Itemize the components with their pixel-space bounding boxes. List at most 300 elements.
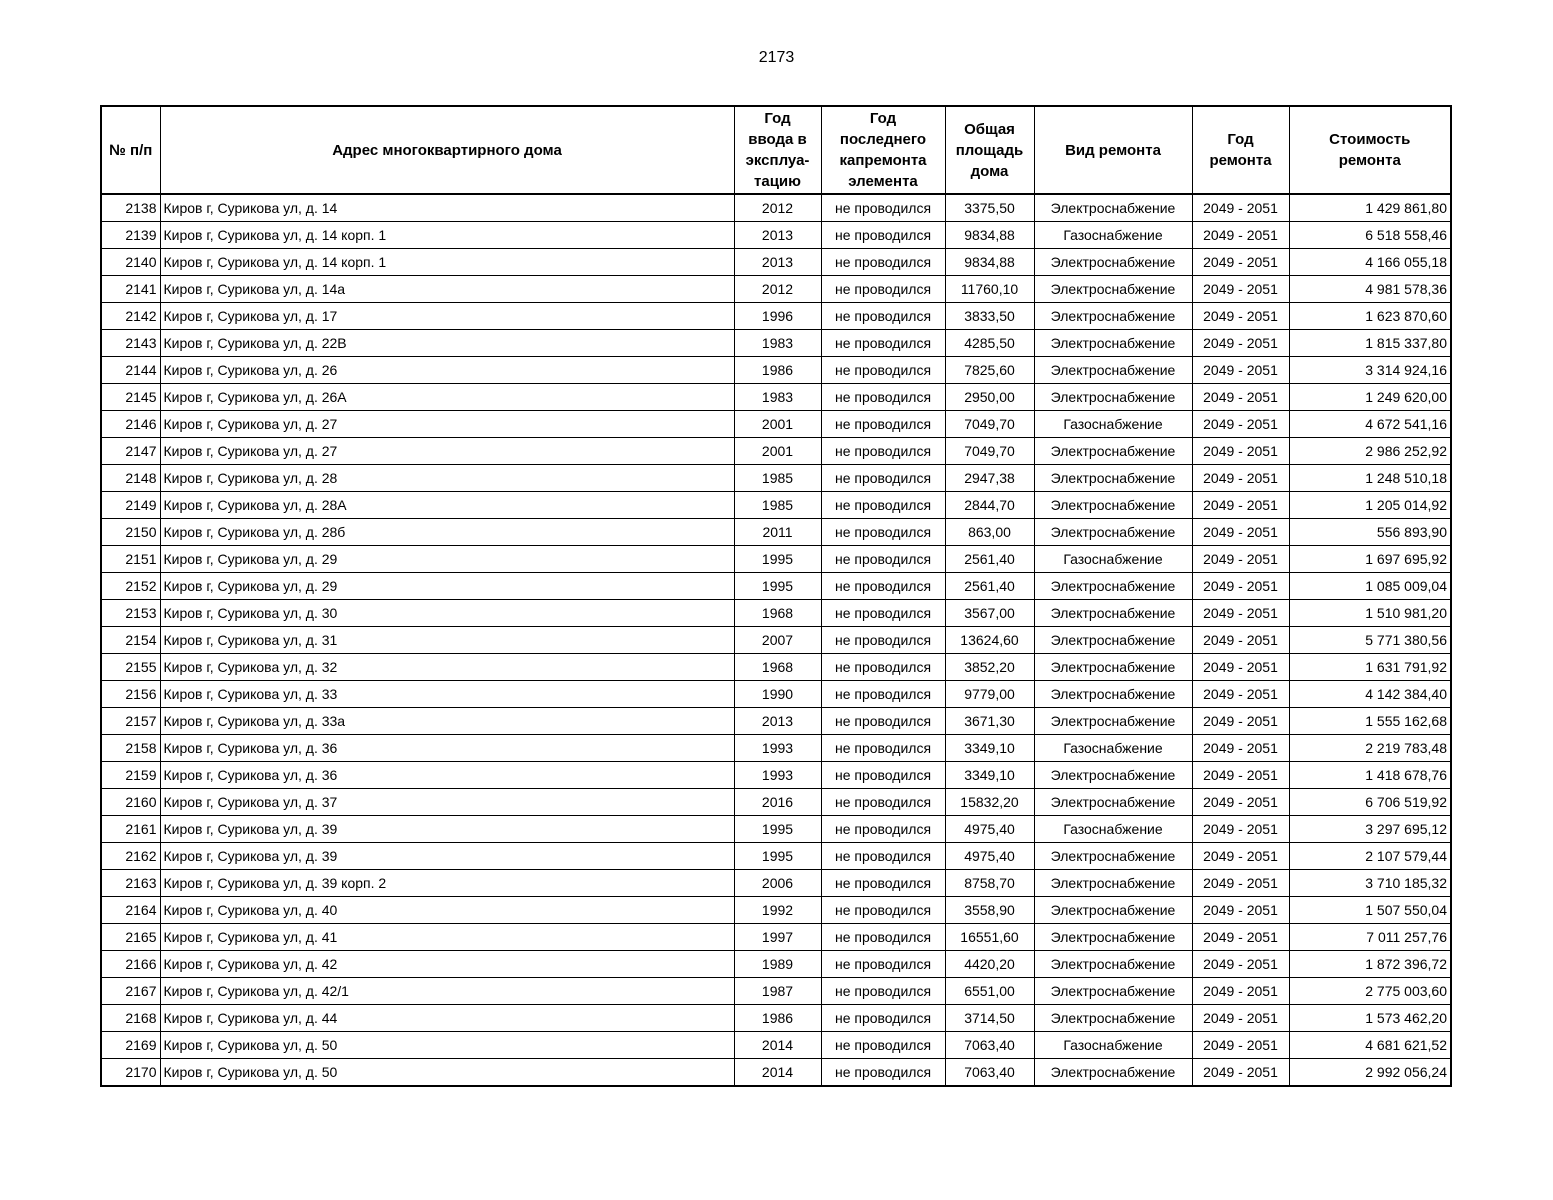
cost-cell: 2 219 783,48 [1289, 735, 1451, 762]
area-cell: 9834,88 [945, 249, 1034, 276]
table-row [101, 303, 1451, 330]
table-row [101, 897, 1451, 924]
repair-type-cell: Электроснабжение [1034, 438, 1192, 465]
last-repair-cell: не проводился [821, 762, 945, 789]
last-repair-cell: не проводился [821, 708, 945, 735]
last-repair-cell: не проводился [821, 897, 945, 924]
cost-cell: 3 297 695,12 [1289, 816, 1451, 843]
repair-type-cell: Электроснабжение [1034, 519, 1192, 546]
year-commission-cell: 2013 [734, 222, 821, 249]
year-commission-cell: 1987 [734, 978, 821, 1005]
row-number: 2168 [101, 1005, 160, 1032]
repair-year-cell: 2049 - 2051 [1192, 222, 1289, 249]
table-row [101, 194, 1451, 222]
row-number: 2142 [101, 303, 160, 330]
repair-year-cell: 2049 - 2051 [1192, 951, 1289, 978]
table-row [101, 1005, 1451, 1032]
header-last-repair: Год последнего капремонта элемента [821, 106, 945, 194]
row-number: 2154 [101, 627, 160, 654]
cost-cell: 4 672 541,16 [1289, 411, 1451, 438]
repair-year-cell: 2049 - 2051 [1192, 843, 1289, 870]
area-cell: 4975,40 [945, 843, 1034, 870]
repair-year-cell: 2049 - 2051 [1192, 1032, 1289, 1059]
table-row [101, 870, 1451, 897]
repair-year-cell: 2049 - 2051 [1192, 573, 1289, 600]
repair-type-cell: Электроснабжение [1034, 249, 1192, 276]
area-cell: 3833,50 [945, 303, 1034, 330]
header-num: № п/п [101, 106, 160, 194]
table-row [101, 951, 1451, 978]
table-row [101, 924, 1451, 951]
address-cell: Киров г, Сурикова ул, д. 27 [160, 411, 734, 438]
header-year-commission: Год ввода в эксплуа- тацию [734, 106, 821, 194]
area-cell: 2947,38 [945, 465, 1034, 492]
area-cell: 3349,10 [945, 735, 1034, 762]
repair-year-cell: 2049 - 2051 [1192, 276, 1289, 303]
row-number: 2169 [101, 1032, 160, 1059]
last-repair-cell: не проводился [821, 735, 945, 762]
area-cell: 4975,40 [945, 816, 1034, 843]
repair-type-cell: Газоснабжение [1034, 735, 1192, 762]
table-row [101, 465, 1451, 492]
row-number: 2166 [101, 951, 160, 978]
address-cell: Киров г, Сурикова ул, д. 28б [160, 519, 734, 546]
year-commission-cell: 2014 [734, 1032, 821, 1059]
cost-cell: 6 518 558,46 [1289, 222, 1451, 249]
row-number: 2149 [101, 492, 160, 519]
year-commission-cell: 1993 [734, 735, 821, 762]
address-cell: Киров г, Сурикова ул, д. 29 [160, 573, 734, 600]
repair-year-cell: 2049 - 2051 [1192, 411, 1289, 438]
address-cell: Киров г, Сурикова ул, д. 33 [160, 681, 734, 708]
row-number: 2164 [101, 897, 160, 924]
row-number: 2160 [101, 789, 160, 816]
row-number: 2170 [101, 1059, 160, 1087]
year-commission-cell: 1968 [734, 654, 821, 681]
repair-year-cell: 2049 - 2051 [1192, 708, 1289, 735]
repair-year-cell: 2049 - 2051 [1192, 762, 1289, 789]
row-number: 2153 [101, 600, 160, 627]
area-cell: 3671,30 [945, 708, 1034, 735]
cost-cell: 6 706 519,92 [1289, 789, 1451, 816]
repair-type-cell: Газоснабжение [1034, 411, 1192, 438]
address-cell: Киров г, Сурикова ул, д. 39 [160, 843, 734, 870]
area-cell: 3567,00 [945, 600, 1034, 627]
repair-type-cell: Электроснабжение [1034, 978, 1192, 1005]
row-number: 2163 [101, 870, 160, 897]
table-row [101, 627, 1451, 654]
year-commission-cell: 1986 [734, 1005, 821, 1032]
table-row [101, 600, 1451, 627]
area-cell: 3714,50 [945, 1005, 1034, 1032]
repair-type-cell: Электроснабжение [1034, 1059, 1192, 1087]
cost-cell: 1 418 678,76 [1289, 762, 1451, 789]
table-row [101, 843, 1451, 870]
year-commission-cell: 2001 [734, 438, 821, 465]
area-cell: 863,00 [945, 519, 1034, 546]
last-repair-cell: не проводился [821, 438, 945, 465]
table-row [101, 222, 1451, 249]
year-commission-cell: 2016 [734, 789, 821, 816]
table-row [101, 249, 1451, 276]
year-commission-cell: 1995 [734, 546, 821, 573]
row-number: 2146 [101, 411, 160, 438]
repair-year-cell: 2049 - 2051 [1192, 789, 1289, 816]
last-repair-cell: не проводился [821, 276, 945, 303]
last-repair-cell: не проводился [821, 600, 945, 627]
year-commission-cell: 2001 [734, 411, 821, 438]
repair-type-cell: Газоснабжение [1034, 546, 1192, 573]
table-row [101, 519, 1451, 546]
page-number: 2173 [758, 49, 795, 66]
row-number: 2157 [101, 708, 160, 735]
repair-year-cell: 2049 - 2051 [1192, 249, 1289, 276]
area-cell: 7063,40 [945, 1032, 1034, 1059]
cost-cell: 1 085 009,04 [1289, 573, 1451, 600]
cost-cell: 4 681 621,52 [1289, 1032, 1451, 1059]
year-commission-cell: 1986 [734, 357, 821, 384]
last-repair-cell: не проводился [821, 924, 945, 951]
cost-cell: 2 107 579,44 [1289, 843, 1451, 870]
row-number: 2167 [101, 978, 160, 1005]
address-cell: Киров г, Сурикова ул, д. 28А [160, 492, 734, 519]
cost-cell: 7 011 257,76 [1289, 924, 1451, 951]
address-cell: Киров г, Сурикова ул, д. 42 [160, 951, 734, 978]
year-commission-cell: 2007 [734, 627, 821, 654]
cost-cell: 1 510 981,20 [1289, 600, 1451, 627]
row-number: 2161 [101, 816, 160, 843]
address-cell: Киров г, Сурикова ул, д. 37 [160, 789, 734, 816]
cost-cell: 2 775 003,60 [1289, 978, 1451, 1005]
repair-type-cell: Электроснабжение [1034, 276, 1192, 303]
cost-cell: 1 573 462,20 [1289, 1005, 1451, 1032]
address-cell: Киров г, Сурикова ул, д. 39 [160, 816, 734, 843]
repair-type-cell: Электроснабжение [1034, 330, 1192, 357]
year-commission-cell: 1995 [734, 573, 821, 600]
row-number: 2144 [101, 357, 160, 384]
cost-cell: 1 697 695,92 [1289, 546, 1451, 573]
table-row [101, 276, 1451, 303]
row-number: 2143 [101, 330, 160, 357]
table-row [101, 681, 1451, 708]
row-number: 2145 [101, 384, 160, 411]
address-cell: Киров г, Сурикова ул, д. 42/1 [160, 978, 734, 1005]
header-area: Общая площадь дома [945, 106, 1034, 194]
cost-cell: 1 815 337,80 [1289, 330, 1451, 357]
year-commission-cell: 1985 [734, 492, 821, 519]
table-row [101, 762, 1451, 789]
area-cell: 13624,60 [945, 627, 1034, 654]
repair-year-cell: 2049 - 2051 [1192, 465, 1289, 492]
header-repair-type: Вид ремонта [1034, 106, 1192, 194]
repair-type-cell: Электроснабжение [1034, 627, 1192, 654]
repair-year-cell: 2049 - 2051 [1192, 816, 1289, 843]
last-repair-cell: не проводился [821, 546, 945, 573]
last-repair-cell: не проводился [821, 573, 945, 600]
repair-year-cell: 2049 - 2051 [1192, 924, 1289, 951]
area-cell: 4420,20 [945, 951, 1034, 978]
table-row [101, 708, 1451, 735]
last-repair-cell: не проводился [821, 222, 945, 249]
cost-cell: 3 710 185,32 [1289, 870, 1451, 897]
repair-table [100, 105, 1452, 1087]
repair-type-cell: Газоснабжение [1034, 816, 1192, 843]
address-cell: Киров г, Сурикова ул, д. 22В [160, 330, 734, 357]
cost-cell: 2 992 056,24 [1289, 1059, 1451, 1087]
table-row [101, 546, 1451, 573]
repair-year-cell: 2049 - 2051 [1192, 330, 1289, 357]
row-number: 2151 [101, 546, 160, 573]
address-cell: Киров г, Сурикова ул, д. 30 [160, 600, 734, 627]
table-body [101, 194, 1451, 1086]
repair-type-cell: Электроснабжение [1034, 789, 1192, 816]
cost-cell: 1 555 162,68 [1289, 708, 1451, 735]
address-cell: Киров г, Сурикова ул, д. 31 [160, 627, 734, 654]
repair-type-cell: Электроснабжение [1034, 870, 1192, 897]
last-repair-cell: не проводился [821, 978, 945, 1005]
cost-cell: 2 986 252,92 [1289, 438, 1451, 465]
table-row [101, 654, 1451, 681]
last-repair-cell: не проводился [821, 249, 945, 276]
year-commission-cell: 2013 [734, 249, 821, 276]
cost-cell: 4 166 055,18 [1289, 249, 1451, 276]
address-cell: Киров г, Сурикова ул, д. 29 [160, 546, 734, 573]
table-row [101, 1059, 1451, 1087]
row-number: 2139 [101, 222, 160, 249]
table-row [101, 789, 1451, 816]
year-commission-cell: 2006 [734, 870, 821, 897]
last-repair-cell: не проводился [821, 870, 945, 897]
last-repair-cell: не проводился [821, 654, 945, 681]
repair-year-cell: 2049 - 2051 [1192, 654, 1289, 681]
area-cell: 3349,10 [945, 762, 1034, 789]
repair-type-cell: Электроснабжение [1034, 600, 1192, 627]
repair-type-cell: Электроснабжение [1034, 924, 1192, 951]
area-cell: 6551,00 [945, 978, 1034, 1005]
repair-year-cell: 2049 - 2051 [1192, 519, 1289, 546]
area-cell: 3852,20 [945, 654, 1034, 681]
repair-year-cell: 2049 - 2051 [1192, 870, 1289, 897]
table-row [101, 384, 1451, 411]
last-repair-cell: не проводился [821, 465, 945, 492]
repair-type-cell: Электроснабжение [1034, 681, 1192, 708]
year-commission-cell: 1990 [734, 681, 821, 708]
address-cell: Киров г, Сурикова ул, д. 50 [160, 1059, 734, 1087]
cost-cell: 1 623 870,60 [1289, 303, 1451, 330]
year-commission-cell: 1995 [734, 843, 821, 870]
repair-year-cell: 2049 - 2051 [1192, 303, 1289, 330]
address-cell: Киров г, Сурикова ул, д. 14 корп. 1 [160, 249, 734, 276]
row-number: 2155 [101, 654, 160, 681]
repair-type-cell: Электроснабжение [1034, 384, 1192, 411]
address-cell: Киров г, Сурикова ул, д. 36 [160, 762, 734, 789]
repair-year-cell: 2049 - 2051 [1192, 681, 1289, 708]
last-repair-cell: не проводился [821, 384, 945, 411]
table-row [101, 357, 1451, 384]
repair-type-cell: Электроснабжение [1034, 303, 1192, 330]
repair-type-cell: Электроснабжение [1034, 897, 1192, 924]
area-cell: 16551,60 [945, 924, 1034, 951]
row-number: 2141 [101, 276, 160, 303]
repair-year-cell: 2049 - 2051 [1192, 492, 1289, 519]
row-number: 2158 [101, 735, 160, 762]
address-cell: Киров г, Сурикова ул, д. 26 [160, 357, 734, 384]
repair-type-cell: Электроснабжение [1034, 708, 1192, 735]
repair-year-cell: 2049 - 2051 [1192, 627, 1289, 654]
table-row [101, 411, 1451, 438]
area-cell: 2561,40 [945, 573, 1034, 600]
year-commission-cell: 1993 [734, 762, 821, 789]
year-commission-cell: 1968 [734, 600, 821, 627]
row-number: 2147 [101, 438, 160, 465]
area-cell: 9834,88 [945, 222, 1034, 249]
area-cell: 9779,00 [945, 681, 1034, 708]
address-cell: Киров г, Сурикова ул, д. 14 корп. 1 [160, 222, 734, 249]
repair-year-cell: 2049 - 2051 [1192, 600, 1289, 627]
repair-year-cell: 2049 - 2051 [1192, 357, 1289, 384]
row-number: 2140 [101, 249, 160, 276]
row-number: 2150 [101, 519, 160, 546]
address-cell: Киров г, Сурикова ул, д. 44 [160, 1005, 734, 1032]
year-commission-cell: 1983 [734, 330, 821, 357]
year-commission-cell: 1989 [734, 951, 821, 978]
year-commission-cell: 2014 [734, 1059, 821, 1087]
header-repair-year: Год ремонта [1192, 106, 1289, 194]
last-repair-cell: не проводился [821, 411, 945, 438]
row-number: 2159 [101, 762, 160, 789]
cost-cell: 1 429 861,80 [1289, 194, 1451, 222]
last-repair-cell: не проводился [821, 681, 945, 708]
last-repair-cell: не проводился [821, 1059, 945, 1087]
repair-type-cell: Газоснабжение [1034, 222, 1192, 249]
address-cell: Киров г, Сурикова ул, д. 36 [160, 735, 734, 762]
repair-type-cell: Электроснабжение [1034, 573, 1192, 600]
row-number: 2156 [101, 681, 160, 708]
repair-year-cell: 2049 - 2051 [1192, 194, 1289, 222]
repair-type-cell: Электроснабжение [1034, 843, 1192, 870]
cost-cell: 556 893,90 [1289, 519, 1451, 546]
year-commission-cell: 2012 [734, 194, 821, 222]
cost-cell: 1 248 510,18 [1289, 465, 1451, 492]
repair-year-cell: 2049 - 2051 [1192, 438, 1289, 465]
row-number: 2138 [101, 194, 160, 222]
last-repair-cell: не проводился [821, 519, 945, 546]
address-cell: Киров г, Сурикова ул, д. 14а [160, 276, 734, 303]
repair-type-cell: Электроснабжение [1034, 762, 1192, 789]
table-row [101, 438, 1451, 465]
row-number: 2162 [101, 843, 160, 870]
cost-cell: 1 872 396,72 [1289, 951, 1451, 978]
cost-cell: 5 771 380,56 [1289, 627, 1451, 654]
year-commission-cell: 2013 [734, 708, 821, 735]
last-repair-cell: не проводился [821, 330, 945, 357]
row-number: 2152 [101, 573, 160, 600]
cost-cell: 1 507 550,04 [1289, 897, 1451, 924]
area-cell: 15832,20 [945, 789, 1034, 816]
area-cell: 7049,70 [945, 438, 1034, 465]
cost-cell: 1 249 620,00 [1289, 384, 1451, 411]
last-repair-cell: не проводился [821, 1032, 945, 1059]
area-cell: 7063,40 [945, 1059, 1034, 1087]
year-commission-cell: 2012 [734, 276, 821, 303]
last-repair-cell: не проводился [821, 816, 945, 843]
year-commission-cell: 2011 [734, 519, 821, 546]
repair-type-cell: Электроснабжение [1034, 357, 1192, 384]
year-commission-cell: 1995 [734, 816, 821, 843]
table-row [101, 492, 1451, 519]
repair-year-cell: 2049 - 2051 [1192, 546, 1289, 573]
table-row [101, 735, 1451, 762]
address-cell: Киров г, Сурикова ул, д. 41 [160, 924, 734, 951]
repair-type-cell: Электроснабжение [1034, 1005, 1192, 1032]
address-cell: Киров г, Сурикова ул, д. 28 [160, 465, 734, 492]
area-cell: 3558,90 [945, 897, 1034, 924]
row-number: 2165 [101, 924, 160, 951]
repair-type-cell: Электроснабжение [1034, 492, 1192, 519]
year-commission-cell: 1996 [734, 303, 821, 330]
address-cell: Киров г, Сурикова ул, д. 14 [160, 194, 734, 222]
address-cell: Киров г, Сурикова ул, д. 27 [160, 438, 734, 465]
last-repair-cell: не проводился [821, 951, 945, 978]
year-commission-cell: 1997 [734, 924, 821, 951]
area-cell: 2844,70 [945, 492, 1034, 519]
cost-cell: 1 631 791,92 [1289, 654, 1451, 681]
last-repair-cell: не проводился [821, 789, 945, 816]
table-row [101, 1032, 1451, 1059]
address-cell: Киров г, Сурикова ул, д. 39 корп. 2 [160, 870, 734, 897]
repair-type-cell: Электроснабжение [1034, 654, 1192, 681]
area-cell: 4285,50 [945, 330, 1034, 357]
area-cell: 7049,70 [945, 411, 1034, 438]
last-repair-cell: не проводился [821, 1005, 945, 1032]
cost-cell: 4 981 578,36 [1289, 276, 1451, 303]
year-commission-cell: 1992 [734, 897, 821, 924]
address-cell: Киров г, Сурикова ул, д. 50 [160, 1032, 734, 1059]
last-repair-cell: не проводился [821, 843, 945, 870]
cost-cell: 1 205 014,92 [1289, 492, 1451, 519]
area-cell: 8758,70 [945, 870, 1034, 897]
repair-type-cell: Электроснабжение [1034, 951, 1192, 978]
area-cell: 2950,00 [945, 384, 1034, 411]
row-number: 2148 [101, 465, 160, 492]
cost-cell: 4 142 384,40 [1289, 681, 1451, 708]
repair-year-cell: 2049 - 2051 [1192, 1059, 1289, 1087]
address-cell: Киров г, Сурикова ул, д. 26А [160, 384, 734, 411]
table-header-row [101, 106, 1451, 194]
last-repair-cell: не проводился [821, 303, 945, 330]
repair-year-cell: 2049 - 2051 [1192, 384, 1289, 411]
last-repair-cell: не проводился [821, 194, 945, 222]
year-commission-cell: 1985 [734, 465, 821, 492]
repair-year-cell: 2049 - 2051 [1192, 1005, 1289, 1032]
table-row [101, 573, 1451, 600]
last-repair-cell: не проводился [821, 357, 945, 384]
table-row [101, 978, 1451, 1005]
table-row [101, 330, 1451, 357]
header-cost: Стоимость ремонта [1289, 106, 1451, 194]
address-cell: Киров г, Сурикова ул, д. 40 [160, 897, 734, 924]
area-cell: 2561,40 [945, 546, 1034, 573]
repair-type-cell: Электроснабжение [1034, 194, 1192, 222]
last-repair-cell: не проводился [821, 492, 945, 519]
address-cell: Киров г, Сурикова ул, д. 32 [160, 654, 734, 681]
cost-cell: 3 314 924,16 [1289, 357, 1451, 384]
area-cell: 3375,50 [945, 194, 1034, 222]
table-row [101, 816, 1451, 843]
repair-year-cell: 2049 - 2051 [1192, 735, 1289, 762]
last-repair-cell: не проводился [821, 627, 945, 654]
repair-type-cell: Газоснабжение [1034, 1032, 1192, 1059]
